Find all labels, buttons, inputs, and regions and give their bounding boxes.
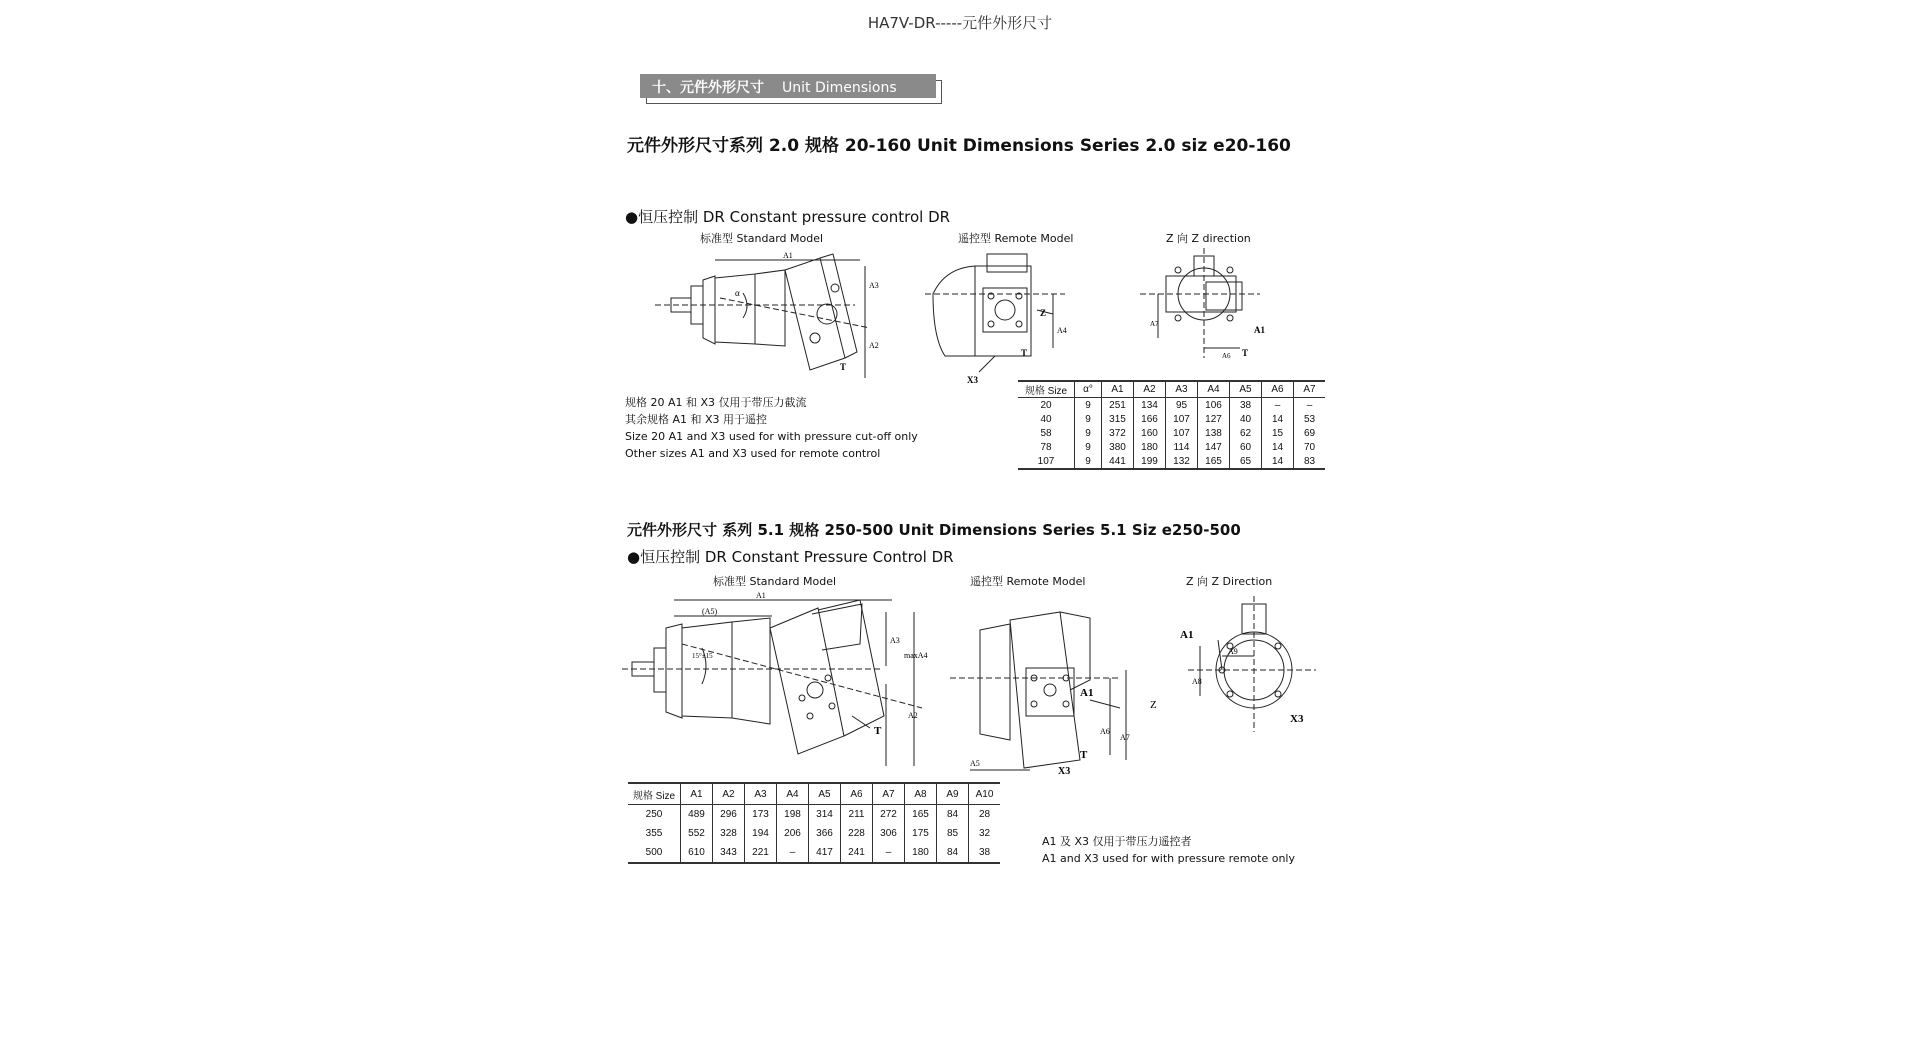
table-cell: 241 bbox=[841, 843, 873, 863]
table-cell: 180 bbox=[905, 843, 937, 863]
table-header-cell: A10 bbox=[969, 783, 1001, 805]
table-cell: 180 bbox=[1134, 440, 1166, 454]
series2-std-a1: A1 bbox=[756, 591, 766, 600]
table-cell: 138 bbox=[1198, 426, 1230, 440]
series1-rem-t: T bbox=[1021, 348, 1028, 358]
series1-std-a2: A2 bbox=[869, 341, 879, 350]
series2-rem-x3: X3 bbox=[1058, 766, 1071, 777]
series1-note-line: Size 20 A1 and X3 used for with pressure cut-off only bbox=[625, 430, 918, 443]
series2-rem-t: T bbox=[1080, 749, 1088, 761]
table-row bbox=[628, 824, 1000, 843]
table-cell: 296 bbox=[713, 805, 745, 825]
series2-std-a3: A3 bbox=[890, 636, 900, 645]
table-cell: 610 bbox=[681, 843, 713, 863]
table-cell: 60 bbox=[1230, 440, 1262, 454]
series1-dimension-table bbox=[1018, 380, 1325, 470]
table-cell: 9 bbox=[1075, 426, 1102, 440]
table-cell: 306 bbox=[873, 824, 905, 843]
series2-heading: 元件外形尺寸 系列 5.1 规格 250-500 Unit Dimensions Series 5.1 Siz e250-500 bbox=[627, 521, 1241, 539]
series2-notes bbox=[1042, 833, 1295, 867]
series2-std-a2: A2 bbox=[908, 711, 918, 720]
table-header-cell: A1 bbox=[681, 783, 713, 805]
series2-z-a1: A1 bbox=[1180, 629, 1194, 641]
series2-z-x3: X3 bbox=[1290, 713, 1304, 725]
table-header-cell: A9 bbox=[937, 783, 969, 805]
table-header-cell: A3 bbox=[1166, 381, 1198, 398]
table-header-cell: A2 bbox=[713, 783, 745, 805]
table-header-cell: A6 bbox=[841, 783, 873, 805]
series1-std-alpha: α bbox=[735, 288, 740, 298]
table-cell: 107 bbox=[1166, 412, 1198, 426]
table-cell: 40 bbox=[1040, 413, 1052, 425]
series2-rem-z: Z bbox=[1150, 699, 1157, 711]
table-header-cell: A2 bbox=[1134, 381, 1166, 398]
series1-z-a6: A6 bbox=[1222, 352, 1231, 360]
table-header-cell: A4 bbox=[1198, 381, 1230, 398]
table-header-cell: A8 bbox=[905, 783, 937, 805]
section-tab-text bbox=[652, 77, 897, 97]
series1-rem-z: Z bbox=[1040, 308, 1047, 318]
table-cell: 14 bbox=[1262, 412, 1294, 426]
series2-dimension-table bbox=[628, 782, 1000, 864]
table-header-cell: A5 bbox=[809, 783, 841, 805]
table-cell: 38 bbox=[969, 843, 1001, 863]
table-cell: 107 bbox=[1166, 426, 1198, 440]
series1-std-a3: A3 bbox=[869, 281, 879, 290]
table-row bbox=[1018, 440, 1325, 454]
series1-std-a1: A1 bbox=[783, 251, 793, 260]
series2-rem-a7: A7 bbox=[1120, 733, 1130, 742]
table-header-cell: 规格 Size bbox=[628, 783, 681, 805]
table-cell: 14 bbox=[1262, 454, 1294, 469]
series1-standard-label: 标准型 Standard Model bbox=[700, 232, 824, 245]
series2-std-a5: (A5) bbox=[702, 607, 718, 616]
table-cell: 40 bbox=[1230, 412, 1262, 426]
table-cell: 62 bbox=[1230, 426, 1262, 440]
series2-standard-label: 标准型 Standard Model bbox=[713, 575, 837, 588]
table-cell: 206 bbox=[777, 824, 809, 843]
table-cell: 58 bbox=[1040, 427, 1052, 439]
series2-rem-a6: A6 bbox=[1100, 727, 1110, 736]
series1-note-line: 其余规格 A1 和 X3 用于遥控 bbox=[625, 413, 768, 426]
series1-zdir-label: Z 向 Z direction bbox=[1166, 232, 1251, 245]
table-cell: 85 bbox=[937, 824, 969, 843]
table-header-cell: A3 bbox=[745, 783, 777, 805]
table-header-cell: 规格 Size bbox=[1018, 381, 1075, 398]
table-cell: 127 bbox=[1198, 412, 1230, 426]
table-cell: 175 bbox=[905, 824, 937, 843]
series2-remote-label: 遥控型 Remote Model bbox=[970, 575, 1086, 588]
series2-standard-drawing bbox=[622, 588, 928, 766]
series1-z-a1: A1 bbox=[1254, 325, 1265, 335]
table-cell: 250 bbox=[645, 809, 663, 820]
table-cell: 95 bbox=[1166, 398, 1198, 413]
series1-std-t: T bbox=[840, 362, 847, 372]
table-cell: 9 bbox=[1075, 440, 1102, 454]
series1-rem-a4: A4 bbox=[1057, 326, 1067, 335]
table-cell: 380 bbox=[1102, 440, 1134, 454]
series1-z-t: T bbox=[1242, 348, 1249, 358]
table-cell: 211 bbox=[841, 805, 873, 825]
table-row bbox=[1018, 412, 1325, 426]
series1-notes bbox=[625, 394, 918, 462]
table-cell: – bbox=[777, 843, 809, 863]
table-cell: 106 bbox=[1198, 398, 1230, 413]
table-cell: 366 bbox=[809, 824, 841, 843]
series1-z-drawing bbox=[1140, 248, 1270, 370]
series1-heading: 元件外形尺寸系列 2.0 规格 20-160 Unit Dimensions Series 2.0 siz e20-160 bbox=[627, 136, 1291, 156]
table-cell: 84 bbox=[937, 843, 969, 863]
table-cell: 221 bbox=[745, 843, 777, 863]
table-cell: – bbox=[1262, 398, 1294, 413]
table-cell: 199 bbox=[1134, 454, 1166, 469]
table-cell: 15 bbox=[1262, 426, 1294, 440]
table-row bbox=[628, 843, 1000, 863]
series2-std-t: T bbox=[874, 725, 882, 737]
table-cell: 355 bbox=[645, 828, 663, 839]
table-cell: 441 bbox=[1102, 454, 1134, 469]
table-header-cell: A7 bbox=[1294, 381, 1326, 398]
series2-z-a9: A9 bbox=[1228, 647, 1238, 656]
table-cell: 314 bbox=[809, 805, 841, 825]
table-cell: 194 bbox=[745, 824, 777, 843]
table-cell: 28 bbox=[969, 805, 1001, 825]
table-cell: 417 bbox=[809, 843, 841, 863]
table-header-cell: A7 bbox=[873, 783, 905, 805]
table-cell: 9 bbox=[1075, 412, 1102, 426]
table-cell: – bbox=[873, 843, 905, 863]
table-cell: 38 bbox=[1230, 398, 1262, 413]
table-cell: 343 bbox=[713, 843, 745, 863]
series1-remote-label: 遥控型 Remote Model bbox=[958, 232, 1074, 245]
series2-z-a8: A8 bbox=[1192, 677, 1202, 686]
table-header-cell: A1 bbox=[1102, 381, 1134, 398]
table-header-row bbox=[628, 783, 1000, 805]
table-cell: 147 bbox=[1198, 440, 1230, 454]
table-cell: 165 bbox=[1198, 454, 1230, 469]
table-cell: 165 bbox=[905, 805, 937, 825]
table-cell: 160 bbox=[1134, 426, 1166, 440]
table-cell: 500 bbox=[645, 847, 663, 858]
table-cell: 83 bbox=[1294, 454, 1326, 469]
table-cell: 14 bbox=[1262, 440, 1294, 454]
table-cell: 9 bbox=[1075, 454, 1102, 469]
table-cell: 9 bbox=[1075, 398, 1102, 413]
table-row bbox=[1018, 454, 1325, 469]
series2-zdir-label: Z 向 Z Direction bbox=[1186, 575, 1273, 588]
table-cell: 134 bbox=[1134, 398, 1166, 413]
table-cell: 272 bbox=[873, 805, 905, 825]
series2-std-maxa4: maxA4 bbox=[904, 651, 928, 660]
table-cell: 114 bbox=[1166, 440, 1198, 454]
table-cell: 32 bbox=[969, 824, 1001, 843]
table-cell: 166 bbox=[1134, 412, 1166, 426]
table-cell: 132 bbox=[1166, 454, 1198, 469]
table-cell: 20 bbox=[1040, 399, 1052, 411]
section-tab-cn: 十、元件外形尺寸 bbox=[652, 80, 764, 96]
table-cell: 372 bbox=[1102, 426, 1134, 440]
table-cell: 315 bbox=[1102, 412, 1134, 426]
series2-rem-a5: A5 bbox=[970, 759, 980, 768]
series2-std-angle: 15°±15 bbox=[692, 652, 713, 660]
table-header-cell: A4 bbox=[777, 783, 809, 805]
table-cell: 70 bbox=[1294, 440, 1326, 454]
table-cell: 107 bbox=[1037, 455, 1055, 467]
series2-rem-a1: A1 bbox=[1080, 687, 1094, 699]
table-cell: 552 bbox=[681, 824, 713, 843]
table-cell: 489 bbox=[681, 805, 713, 825]
series1-subheading: ●恒压控制 DR Constant pressure control DR bbox=[625, 208, 951, 226]
table-header-cell: A5 bbox=[1230, 381, 1262, 398]
table-cell: 78 bbox=[1040, 441, 1052, 453]
series1-remote-drawing bbox=[925, 248, 1075, 390]
series2-note-line: A1 及 X3 仅用于带压力遥控者 bbox=[1042, 835, 1192, 848]
table-row bbox=[1018, 426, 1325, 440]
table-cell: 53 bbox=[1294, 412, 1326, 426]
series1-note-line: Other sizes A1 and X3 used for remote control bbox=[625, 447, 881, 460]
table-row bbox=[1018, 398, 1325, 413]
series2-z-drawing bbox=[1178, 596, 1318, 736]
series1-note-line: 规格 20 A1 和 X3 仅用于带压力截流 bbox=[625, 396, 807, 409]
table-row bbox=[628, 805, 1000, 825]
series2-subheading: ●恒压控制 DR Constant Pressure Control DR bbox=[627, 548, 954, 566]
series1-standard-drawing bbox=[655, 248, 895, 386]
table-cell: 251 bbox=[1102, 398, 1134, 413]
table-cell: 69 bbox=[1294, 426, 1326, 440]
table-cell: 198 bbox=[777, 805, 809, 825]
table-cell: – bbox=[1294, 398, 1326, 413]
table-header-cell: A6 bbox=[1262, 381, 1294, 398]
table-cell: 228 bbox=[841, 824, 873, 843]
series2-remote-drawing bbox=[950, 600, 1170, 776]
table-header-cell: α° bbox=[1075, 381, 1102, 398]
table-cell: 65 bbox=[1230, 454, 1262, 469]
series2-note-line: A1 and X3 used for with pressure remote only bbox=[1042, 852, 1295, 865]
page-title: HA7V-DR-----元件外形尺寸 bbox=[867, 14, 1053, 32]
series1-z-a7: A7 bbox=[1150, 320, 1159, 328]
series1-rem-x3: X3 bbox=[967, 375, 978, 385]
table-cell: 84 bbox=[937, 805, 969, 825]
section-tab-en: Unit Dimensions bbox=[782, 80, 897, 96]
section-tab bbox=[640, 74, 942, 104]
table-header-row bbox=[1018, 381, 1325, 398]
table-cell: 173 bbox=[745, 805, 777, 825]
table-cell: 328 bbox=[713, 824, 745, 843]
